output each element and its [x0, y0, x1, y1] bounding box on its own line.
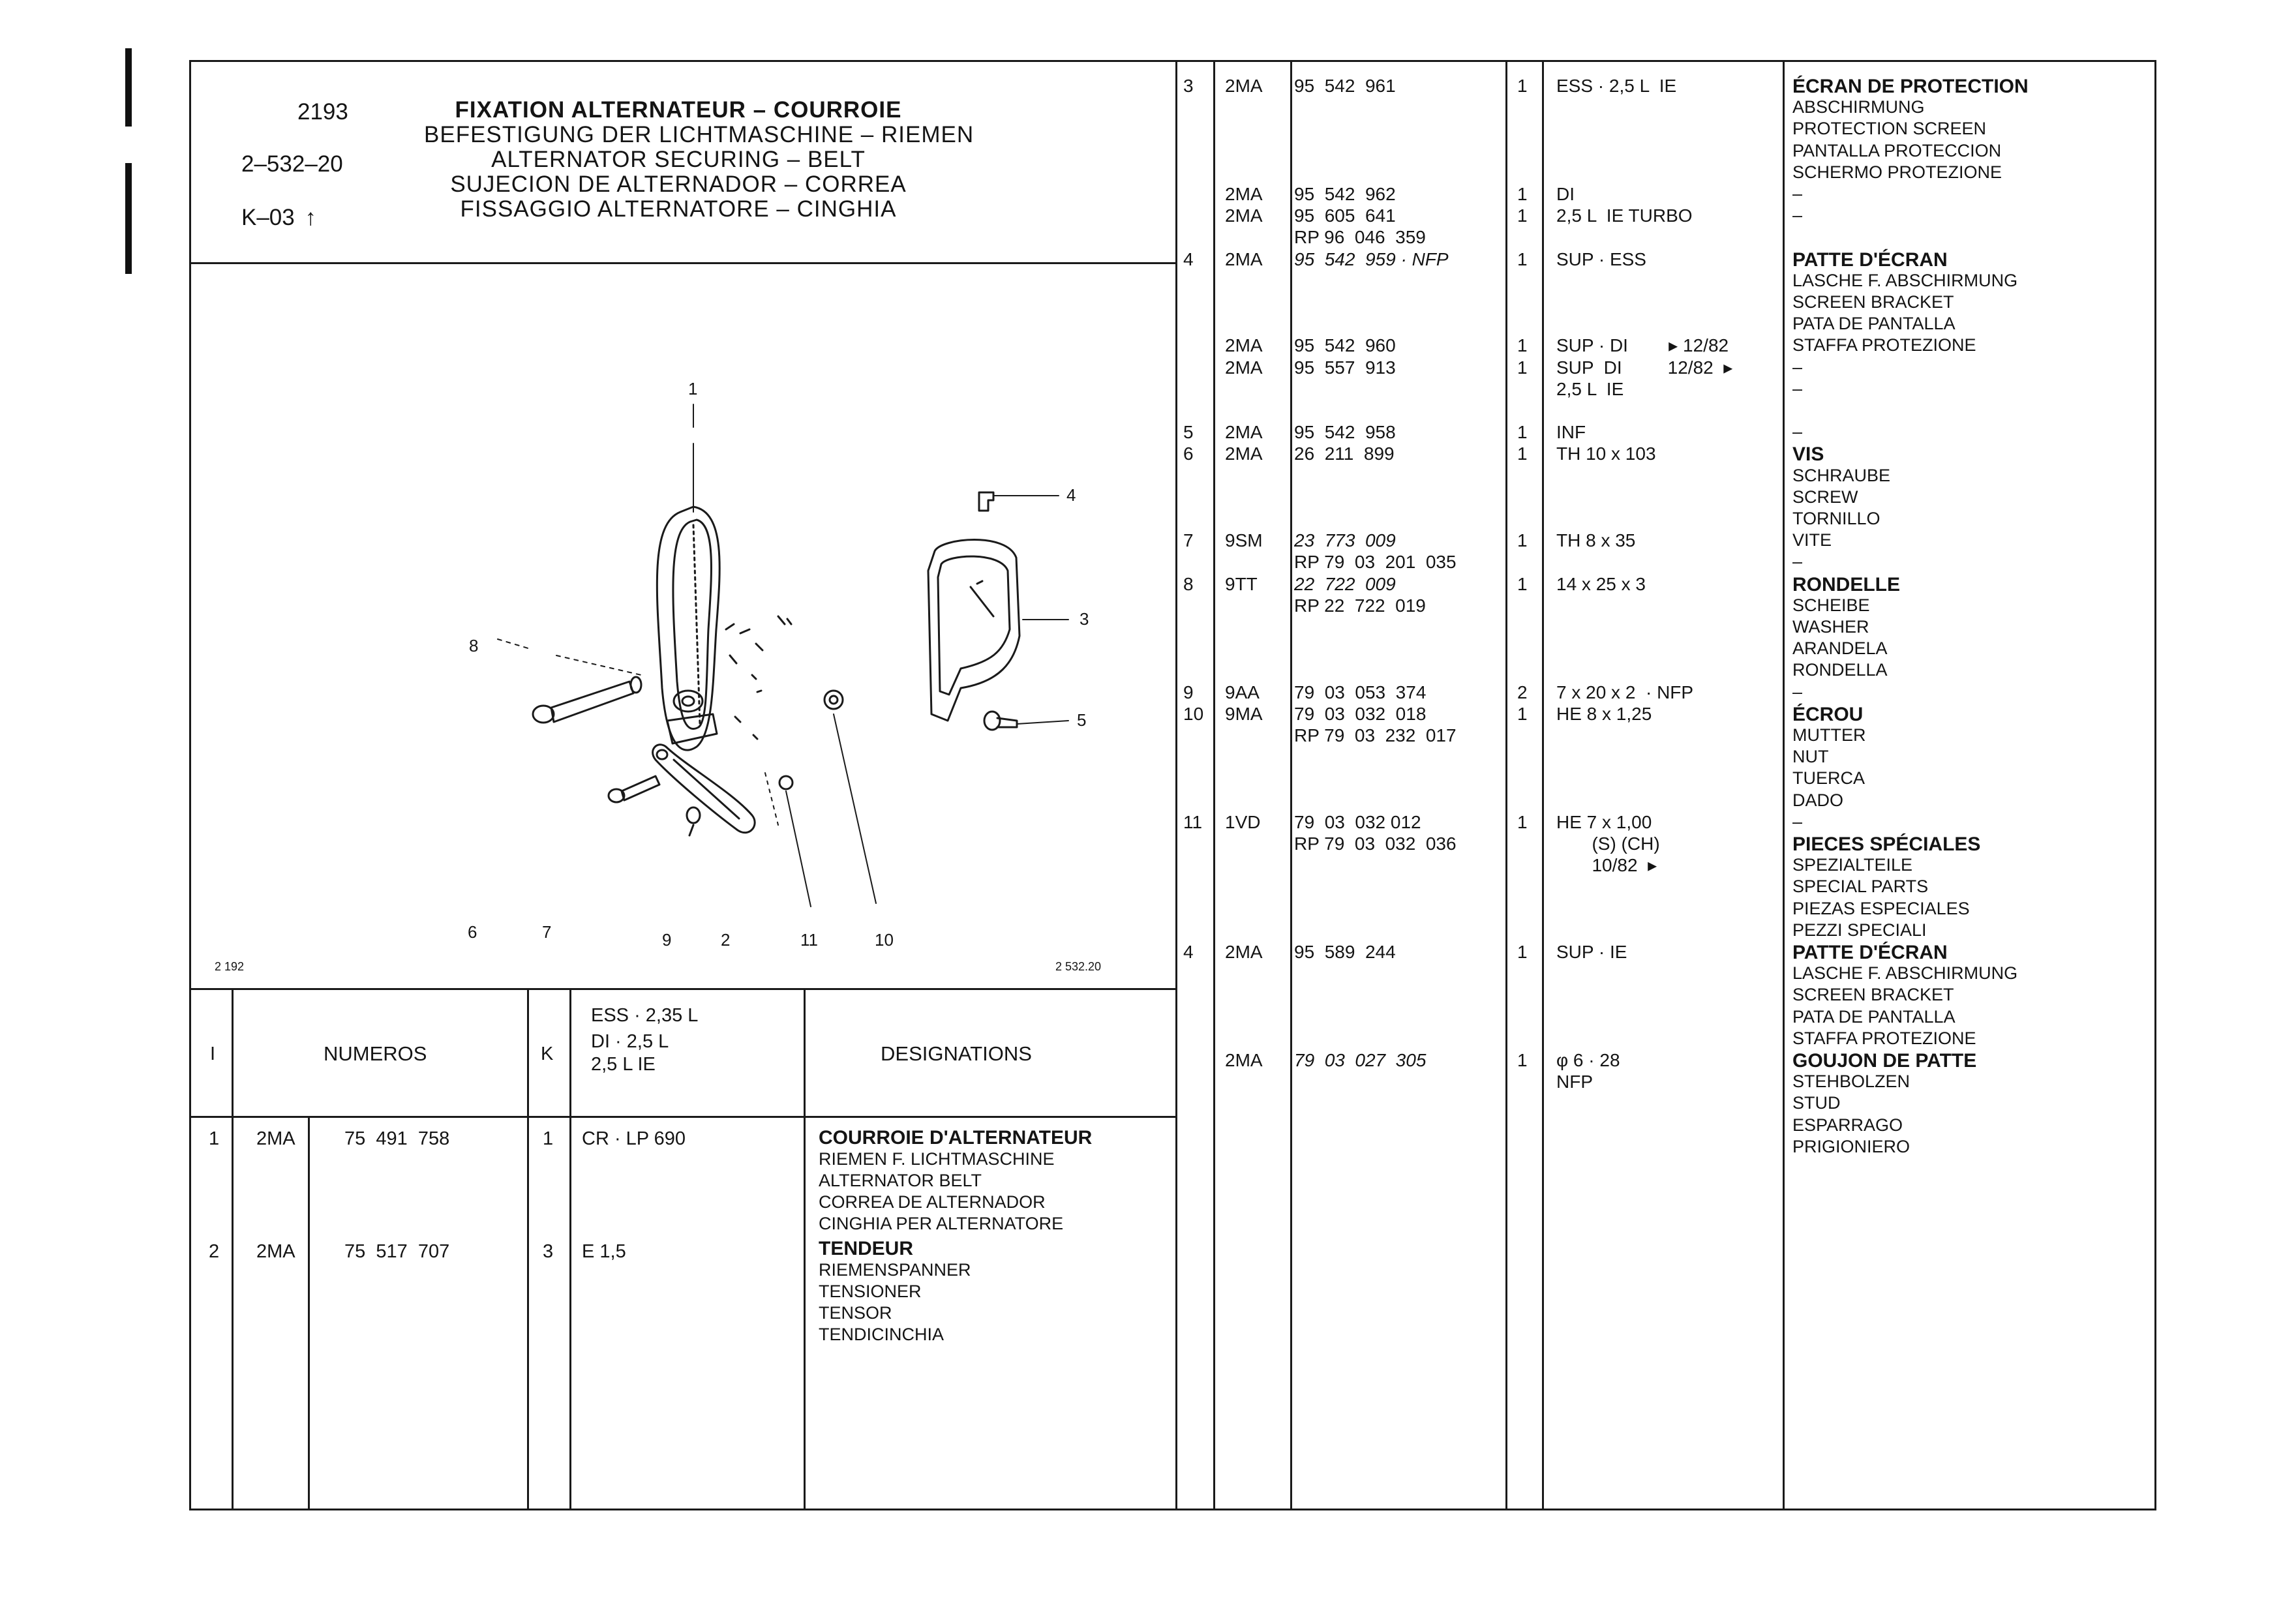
screw-shape	[533, 677, 641, 723]
right-designation-cell: –	[1792, 811, 1803, 832]
right-designation-cell: PIECES SPÉCIALES	[1792, 834, 1981, 855]
sheet-code: K–03	[241, 205, 295, 230]
right-qty-cell: 1	[1517, 422, 1528, 443]
right-prefix-cell: 9TT	[1225, 573, 1258, 594]
right-designation-cell: NUT	[1792, 747, 1829, 767]
right-index-cell: 4	[1183, 942, 1194, 962]
right-number-cell: 79 03 032 012	[1294, 811, 1421, 832]
right-index-cell: 9	[1183, 682, 1194, 702]
row-2-qty: 3	[543, 1241, 554, 1262]
drawing-ref-left: 2 192	[215, 960, 245, 973]
title-line-1: FIXATION ALTERNATEUR – COURROIE	[455, 97, 902, 123]
col-k-header: K	[541, 1044, 554, 1064]
right-number-cell: 22 722 009	[1294, 573, 1396, 594]
title-line-4: SUJECION DE ALTERNADOR – CORREA	[450, 172, 907, 197]
right-designation-cell: STAFFA PROTEZIONE	[1792, 335, 1976, 355]
right-designation-cell: –	[1792, 184, 1803, 203]
right-spec-cell: SUP · DI ▸ 12/82	[1556, 335, 1729, 356]
right-designation-cell: –	[1792, 378, 1803, 398]
right-spec-cell: INF	[1556, 422, 1586, 443]
callout-8: 8	[469, 636, 479, 655]
right-designation-cell: STEHBOLZEN	[1792, 1072, 1911, 1092]
right-qty-cell: 1	[1517, 573, 1528, 594]
right-designation-cell: TUERCA	[1792, 768, 1865, 788]
right-designation-cell: SCREEN BRACKET	[1792, 292, 1954, 312]
washer-shape	[687, 807, 700, 835]
right-prefix-cell: 2MA	[1225, 248, 1263, 269]
small-nut-shape	[779, 776, 793, 789]
right-prefix-cell: 2MA	[1225, 184, 1263, 204]
right-prefix-cell: 2MA	[1225, 205, 1263, 226]
right-prefix-cell: 2MA	[1225, 422, 1263, 443]
col-variants-header: ESS · 2,35 L DI · 2,5 L 2,5 L IE	[591, 1005, 699, 1075]
row-1-prefix: 2MA	[256, 1128, 295, 1149]
callout-7: 7	[542, 922, 552, 942]
right-prefix-cell: 2MA	[1225, 357, 1263, 378]
up-arrow-icon: ↑	[305, 205, 316, 230]
binding-mark-top	[125, 48, 132, 127]
row-2-index: 2	[209, 1241, 220, 1262]
right-designation-cell: SCREW	[1792, 487, 1858, 507]
right-designation-cell: ESPARRAGO	[1792, 1115, 1903, 1135]
right-index-cell: 10	[1183, 703, 1204, 724]
right-designation-cell: SPECIAL PARTS	[1792, 877, 1929, 897]
right-qty-cell: 1	[1517, 703, 1528, 724]
title-line-2: BEFESTIGUNG DER LICHTMASCHINE – RIEMEN	[424, 122, 974, 147]
right-number-cell: 79 03 053 374	[1294, 682, 1427, 702]
right-qty-cell: 1	[1517, 184, 1528, 204]
right-qty-cell: 1	[1517, 205, 1528, 226]
row-1-index: 1	[209, 1128, 220, 1149]
right-designation-cell: PANTALLA PROTECCION	[1792, 140, 2002, 160]
right-designation-cell: PRIGIONIERO	[1792, 1136, 1911, 1156]
right-qty-cell: 1	[1517, 357, 1528, 378]
right-index-cell: 8	[1183, 573, 1194, 594]
right-designation-cell: PATA DE PANTALLA	[1792, 314, 1956, 334]
right-number-cell: 95 542 958	[1294, 422, 1396, 443]
right-number-cell: 95 542 959 · NFP	[1294, 248, 1449, 269]
page-ref: 2193	[297, 99, 348, 125]
right-number-cell: 95 542 961	[1294, 76, 1396, 96]
right-spec-cell: NFP	[1556, 1072, 1593, 1092]
right-qty-cell: 1	[1517, 811, 1528, 832]
right-spec-cell: SUP · ESS	[1556, 248, 1646, 269]
right-index-cell: 7	[1183, 530, 1194, 551]
leader-lines	[498, 404, 1068, 907]
right-designation-cell: –	[1792, 682, 1803, 702]
row-1-spec: CR · LP 690	[582, 1128, 686, 1149]
page-code: 2–532–20	[241, 151, 343, 177]
right-designation-cell: SCREEN BRACKET	[1792, 985, 1954, 1005]
right-number-cell: RP 79 03 032 036	[1294, 834, 1457, 854]
callout-2: 2	[721, 930, 731, 950]
right-qty-cell: 1	[1517, 1050, 1528, 1070]
right-qty-cell: 1	[1517, 335, 1528, 356]
binding-mark-bottom	[125, 163, 132, 274]
right-number-cell: RP 79 03 201 035	[1294, 552, 1457, 573]
right-spec-cell: TH 8 x 35	[1556, 530, 1636, 551]
right-prefix-cell: 2MA	[1225, 335, 1263, 356]
title-line-5: FISSAGGIO ALTERNATORE – CINGHIA	[460, 196, 897, 222]
drawing-ref-right: 2 532.20	[1055, 960, 1102, 973]
row-1-number: 75 491 758	[344, 1128, 450, 1149]
tension-bar-shape	[653, 745, 755, 833]
alternator-exploded-drawing	[191, 264, 1175, 987]
lower-screw-shape	[609, 776, 659, 802]
row-2-spec: E 1,5	[582, 1241, 626, 1262]
right-designation-cell: –	[1792, 422, 1803, 442]
right-spec-cell: φ 6 · 28	[1556, 1050, 1620, 1070]
title-line-3: ALTERNATOR SECURING – BELT	[491, 147, 866, 172]
callout-6: 6	[468, 922, 477, 942]
col-index-header: I	[210, 1044, 216, 1064]
right-index-cell: 4	[1183, 248, 1194, 269]
right-spec-cell: SUP DI 12/82 ▸	[1556, 357, 1733, 378]
right-designation-cell: –	[1792, 357, 1803, 377]
right-prefix-cell: 9AA	[1225, 682, 1260, 702]
right-designation-cell: GOUJON DE PATTE	[1792, 1050, 1977, 1072]
right-designation-cell: PEZZI SPECIALI	[1792, 920, 1927, 940]
right-qty-cell: 2	[1517, 682, 1528, 702]
right-designation-cell: –	[1792, 205, 1803, 226]
right-designation-cell: VITE	[1792, 530, 1832, 550]
right-spec-cell: 2,5 L IE	[1556, 378, 1624, 399]
right-designation-cell: SPEZIALTEILE	[1792, 855, 1913, 875]
callout-10: 10	[875, 930, 894, 950]
right-spec-cell: HE 7 x 1,00	[1556, 811, 1652, 832]
row-2-number: 75 517 707	[344, 1241, 450, 1262]
protection-screen-shape	[928, 540, 1020, 721]
right-qty-cell: 1	[1517, 942, 1528, 962]
right-qty-cell: 1	[1517, 248, 1528, 269]
right-number-cell: 95 589 244	[1294, 942, 1396, 962]
row-1-designation: COURROIE D'ALTERNATEUR RIEMEN F. LICHTMASCHINE ALTERNATOR BELT CORREA DE ALTERNADOR CINGHIA PER ALTERNATORE	[819, 1127, 1093, 1233]
right-designation-cell: LASCHE F. ABSCHIRMUNG	[1792, 963, 2018, 984]
right-number-cell: RP 79 03 232 017	[1294, 725, 1457, 745]
right-index-cell: 6	[1183, 443, 1194, 464]
row-2-designation: TENDEUR RIEMENSPANNER TENSIONER TENSOR TENDICINCHIA	[819, 1238, 971, 1344]
right-number-cell: 95 542 960	[1294, 335, 1396, 356]
right-spec-cell: SUP · IE	[1556, 942, 1627, 962]
callout-1: 1	[688, 379, 698, 398]
right-prefix-cell: 9MA	[1225, 703, 1263, 724]
stud-shape	[984, 712, 1017, 730]
right-spec-cell: HE 8 x 1,25	[1556, 703, 1652, 724]
right-number-cell: RP 22 722 019	[1294, 595, 1426, 616]
callout-9: 9	[662, 930, 672, 950]
col-numeros-header: NUMEROS	[324, 1042, 427, 1065]
right-spec-cell: 7 x 20 x 2 · NFP	[1556, 682, 1694, 702]
right-designation-cell: ARANDELA	[1792, 638, 1888, 659]
right-designation-cell: VIS	[1792, 443, 1824, 466]
callout-3: 3	[1080, 609, 1089, 629]
right-number-cell: 95 557 913	[1294, 357, 1396, 378]
right-index-cell: 3	[1183, 76, 1194, 96]
right-spec-cell: 2,5 L IE TURBO	[1556, 205, 1693, 226]
right-designation-cell: PATA DE PANTALLA	[1792, 1006, 1956, 1027]
right-designation-cell: SCHERMO PROTEZIONE	[1792, 162, 2002, 182]
right-qty-cell: 1	[1517, 76, 1528, 96]
right-designation-cell: TORNILLO	[1792, 509, 1881, 528]
right-spec-cell: DI	[1556, 184, 1575, 204]
right-prefix-cell: 2MA	[1225, 942, 1263, 962]
right-number-cell: 95 542 962	[1294, 184, 1396, 204]
right-qty-cell: 1	[1517, 530, 1528, 551]
right-designation-cell: STUD	[1792, 1093, 1841, 1113]
callout-11: 11	[800, 930, 818, 950]
right-designation-cell: PIEZAS ESPECIALES	[1792, 898, 1970, 918]
right-designation-cell: PATTE D'ÉCRAN	[1792, 942, 1948, 963]
right-qty-cell: 1	[1517, 443, 1528, 464]
nut-shape	[824, 691, 843, 709]
right-designation-cell: PROTECTION SCREEN	[1792, 119, 1987, 139]
right-spec-cell: TH 10 x 103	[1556, 443, 1656, 464]
row-1-qty: 1	[543, 1128, 554, 1149]
right-designation-cell: SCHRAUBE	[1792, 465, 1891, 485]
right-designation-cell: RONDELLA	[1792, 660, 1888, 680]
right-designation-cell: ÉCRAN DE PROTECTION	[1792, 76, 2029, 97]
right-prefix-cell: 2MA	[1225, 76, 1263, 96]
right-index-cell: 11	[1183, 811, 1203, 832]
right-designation-cell: DADO	[1792, 790, 1844, 810]
sheet-label	[241, 206, 316, 229]
row-2-prefix: 2MA	[256, 1241, 295, 1262]
right-spec-cell: 14 x 25 x 3	[1556, 573, 1646, 594]
right-number-cell: 95 605 641	[1294, 205, 1396, 226]
col-designations-header: DESIGNATIONS	[881, 1042, 1032, 1065]
right-designation-cell: STAFFA PROTEZIONE	[1792, 1028, 1976, 1048]
right-spec-cell: 10/82 ▸	[1556, 855, 1657, 876]
right-index-cell: 5	[1183, 422, 1194, 443]
right-designation-cell: PATTE D'ÉCRAN	[1792, 248, 1948, 271]
right-number-cell: 79 03 032 018	[1294, 703, 1427, 724]
right-designation-cell: WASHER	[1792, 617, 1869, 637]
right-designation-cell: ABSCHIRMUNG	[1792, 97, 1925, 117]
right-number-cell: 23 773 009	[1294, 530, 1396, 551]
right-designation-cell: ÉCROU	[1792, 703, 1864, 725]
right-designation-cell: RONDELLE	[1792, 573, 1900, 595]
right-prefix-cell: 2MA	[1225, 443, 1263, 464]
right-number-cell: 79 03 027 305	[1294, 1050, 1427, 1070]
right-designation-cell: MUTTER	[1792, 725, 1866, 745]
right-designation-cell: SCHEIBE	[1792, 595, 1870, 615]
right-prefix-cell: 1VD	[1225, 811, 1261, 832]
page-title	[424, 97, 974, 222]
callout-5: 5	[1077, 710, 1087, 730]
callout-4: 4	[1066, 485, 1076, 505]
right-number-cell: RP 96 046 359	[1294, 227, 1426, 248]
right-prefix-cell: 2MA	[1225, 1050, 1263, 1070]
right-spec-cell: (S) (CH)	[1556, 834, 1660, 854]
clip-shape	[979, 492, 993, 511]
right-spec-cell: ESS · 2,5 L IE	[1556, 76, 1677, 96]
right-designation-cell: –	[1792, 552, 1803, 572]
right-number-cell: 26 211 899	[1294, 443, 1395, 464]
right-designation-cell: LASCHE F. ABSCHIRMUNG	[1792, 270, 2018, 290]
right-prefix-cell: 9SM	[1225, 530, 1263, 551]
